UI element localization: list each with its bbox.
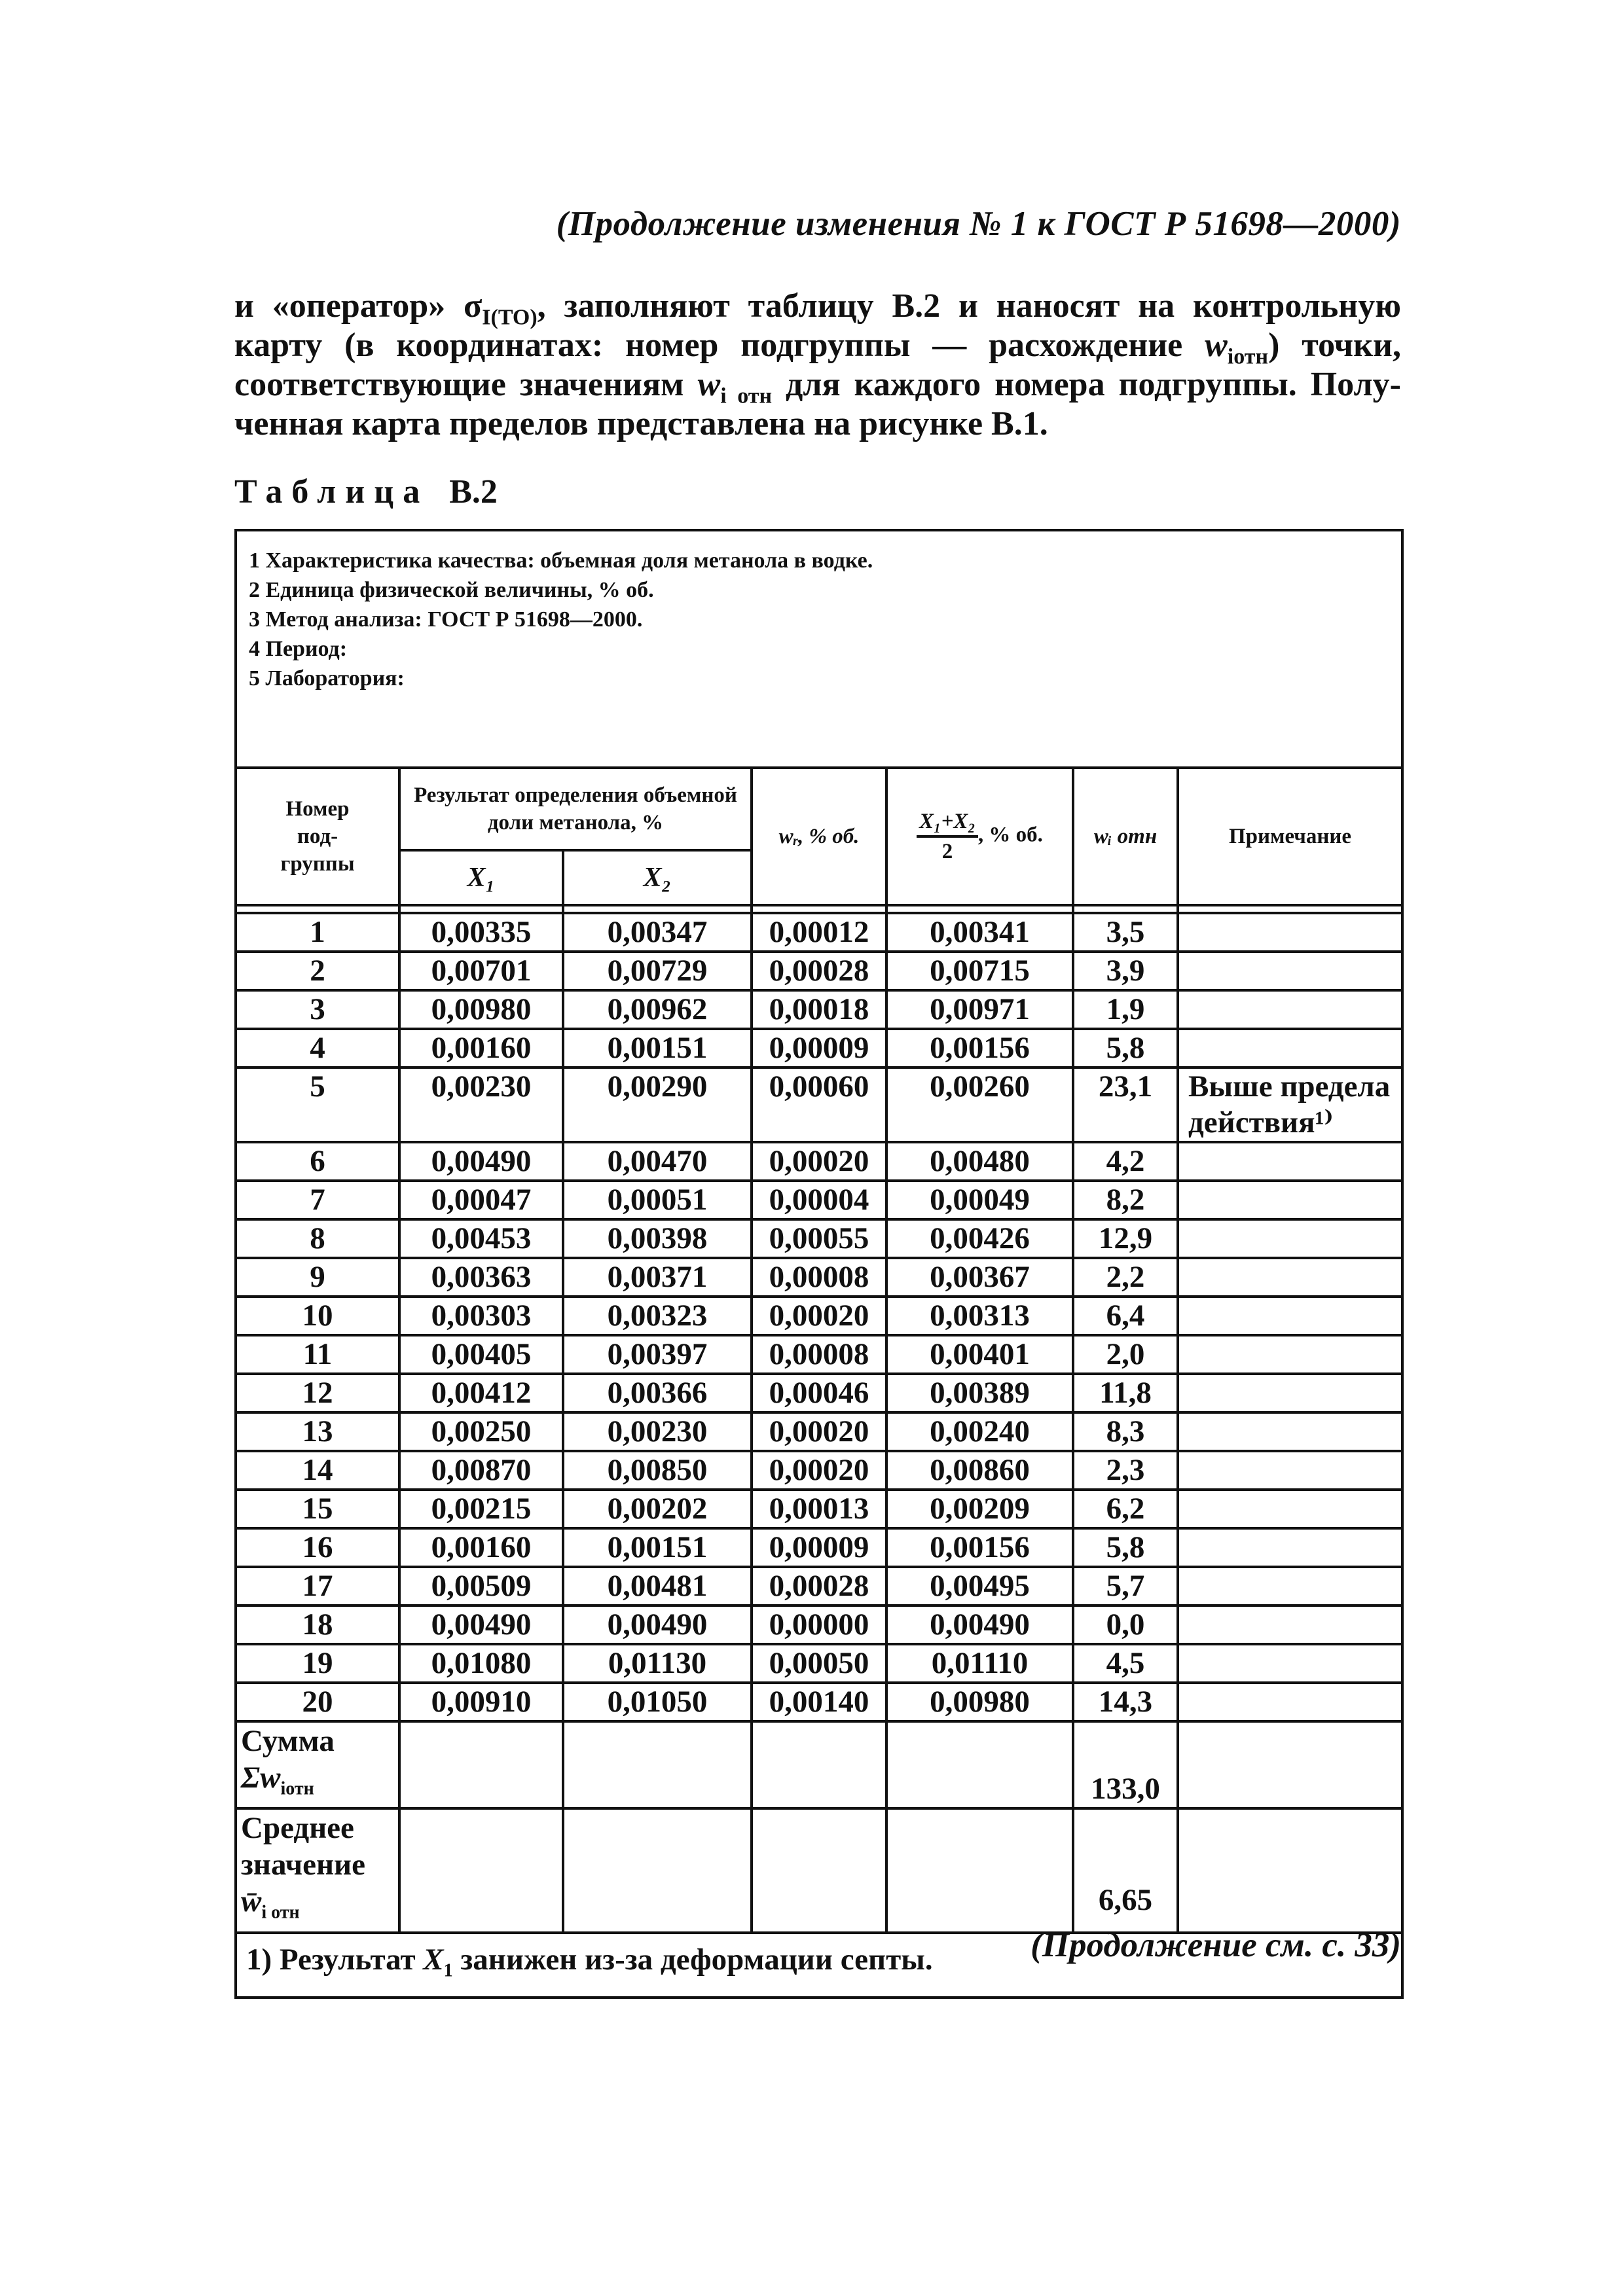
- cell-x2: 0,00962: [563, 990, 752, 1029]
- cell-n: 2: [236, 952, 399, 990]
- cell-wotn: 3,5: [1073, 913, 1178, 952]
- cell-x2: 0,00323: [563, 1297, 752, 1335]
- table-row: [236, 1528, 1402, 1567]
- cell-wotn: 5,7: [1073, 1567, 1178, 1605]
- data-rows: [236, 913, 1402, 1721]
- cell-note: [1178, 1644, 1402, 1683]
- cell-mean: 0,00490: [886, 1605, 1073, 1644]
- meta-line: 2 Единица физической величины, % об.: [249, 578, 654, 602]
- cell-wotn: 4,5: [1073, 1644, 1178, 1683]
- sum-value: 133,0: [1073, 1721, 1178, 1808]
- cell-note: [1178, 1258, 1402, 1297]
- table-row: [236, 913, 1402, 952]
- cell-x1: 0,00980: [399, 990, 563, 1029]
- cell-x1: 0,01080: [399, 1644, 563, 1683]
- table-row: [236, 1181, 1402, 1219]
- cell-note: [1178, 1181, 1402, 1219]
- cell-note: [1178, 1490, 1402, 1528]
- cell-x1: 0,00490: [399, 1142, 563, 1181]
- cell-n: 20: [236, 1683, 399, 1721]
- cell-mean: 0,00156: [886, 1528, 1073, 1567]
- cell-mean: 0,00049: [886, 1181, 1073, 1219]
- meta-line: 1 Характеристика качества: объемная доля метанола в водке.: [249, 548, 873, 573]
- cell-x1: 0,00453: [399, 1219, 563, 1258]
- cell-wr: 0,00020: [752, 1297, 886, 1335]
- cell-note: [1178, 1528, 1402, 1567]
- cell-wr: 0,00012: [752, 913, 886, 952]
- cell-n: 11: [236, 1335, 399, 1374]
- cell-note: [1178, 952, 1402, 990]
- cell-x1: 0,00490: [399, 1605, 563, 1644]
- cell-x2: 0,00151: [563, 1029, 752, 1067]
- cell-wr: 0,00008: [752, 1335, 886, 1374]
- header-mean: $\frac{\text{X₁+X₂}}{2}$ , % об.: [886, 768, 1073, 905]
- cell-note: [1178, 1335, 1402, 1374]
- cell-wr: 0,00055: [752, 1219, 886, 1258]
- cell-wr: 0,00050: [752, 1644, 886, 1683]
- cell-mean: 0,00260: [886, 1067, 1073, 1142]
- cell-x1: 0,00335: [399, 913, 563, 952]
- cell-x1: 0,00160: [399, 1029, 563, 1067]
- table-row: [236, 1490, 1402, 1528]
- cell-x2: 0,01050: [563, 1683, 752, 1721]
- cell-wr: 0,00028: [752, 1567, 886, 1605]
- table-row: [236, 1142, 1402, 1181]
- cell-mean: 0,00341: [886, 913, 1073, 952]
- cell-x1: 0,00910: [399, 1683, 563, 1721]
- table-row: [236, 1412, 1402, 1451]
- table-row: [236, 1067, 1402, 1142]
- cell-wotn: 11,8: [1073, 1374, 1178, 1412]
- cell-mean: 0,00156: [886, 1029, 1073, 1067]
- cell-x2: 0,00290: [563, 1067, 752, 1142]
- cell-mean: 0,00401: [886, 1335, 1073, 1374]
- cell-wr: 0,00020: [752, 1412, 886, 1451]
- cell-n: 16: [236, 1528, 399, 1567]
- table-row: [236, 1644, 1402, 1683]
- cell-x2: 0,00398: [563, 1219, 752, 1258]
- cell-mean: 0,00715: [886, 952, 1073, 990]
- cell-x1: 0,00870: [399, 1451, 563, 1490]
- cell-x1: 0,00363: [399, 1258, 563, 1297]
- cell-note: [1178, 1567, 1402, 1605]
- cell-wotn: 12,9: [1073, 1219, 1178, 1258]
- cell-wotn: 3,9: [1073, 952, 1178, 990]
- cell-x2: 0,00371: [563, 1258, 752, 1297]
- cell-x1: 0,00701: [399, 952, 563, 990]
- cell-note: [1178, 1142, 1402, 1181]
- cell-n: 5: [236, 1067, 399, 1142]
- cell-wr: 0,00004: [752, 1181, 886, 1219]
- cell-x2: 0,00230: [563, 1412, 752, 1451]
- cell-wotn: 6,4: [1073, 1297, 1178, 1335]
- cell-wr: 0,00020: [752, 1451, 886, 1490]
- cell-mean: 0,00240: [886, 1412, 1073, 1451]
- cell-n: 6: [236, 1142, 399, 1181]
- cell-x2: 0,00397: [563, 1335, 752, 1374]
- cell-x2: 0,00051: [563, 1181, 752, 1219]
- cell-x2: 0,00202: [563, 1490, 752, 1528]
- mean-fraction: $\frac{\text{X₁+X₂}}{2}$: [917, 808, 978, 865]
- cell-wr: 0,00060: [752, 1067, 886, 1142]
- table-meta: [236, 530, 1402, 768]
- header-x1: X₁: [399, 850, 563, 905]
- table-row: [236, 1297, 1402, 1335]
- intro-line-1: и «оператор» $\sigma_{I(TO)}$, заполняют таблицу В.2 и наносят на контрольную: [234, 287, 1401, 330]
- intro-line-3: соответствующие значениям $w_{i отн}$ для каждого номера подгруппы. Полу-: [234, 366, 1401, 408]
- cell-mean: 0,00367: [886, 1258, 1073, 1297]
- cell-x2: 0,00470: [563, 1142, 752, 1181]
- meta-line: 4 Период:: [249, 637, 348, 661]
- cell-wr: 0,00046: [752, 1374, 886, 1412]
- cell-note: [1178, 1374, 1402, 1412]
- cell-x1: 0,00160: [399, 1528, 563, 1567]
- cell-mean: 0,00980: [886, 1683, 1073, 1721]
- table-row: [236, 1258, 1402, 1297]
- cell-wotn: 8,3: [1073, 1412, 1178, 1451]
- continuation-footer: (Продолжение см. с. 33): [1030, 1926, 1401, 1964]
- cell-n: 12: [236, 1374, 399, 1412]
- data-table: [234, 529, 1404, 1999]
- meta-line: 3 Метод анализа: ГОСТ Р 51698—2000.: [249, 607, 643, 632]
- cell-x2: 0,00850: [563, 1451, 752, 1490]
- cell-note: Выше предела действия¹⁾: [1178, 1067, 1402, 1142]
- header-group-no: Номер под-группы: [236, 768, 399, 905]
- table-row: [236, 952, 1402, 990]
- cell-n: 14: [236, 1451, 399, 1490]
- cell-mean: 0,00971: [886, 990, 1073, 1029]
- cell-wotn: 0,0: [1073, 1605, 1178, 1644]
- header-note: Примечание: [1178, 768, 1402, 905]
- cell-x1: 0,00412: [399, 1374, 563, 1412]
- cell-note: [1178, 1451, 1402, 1490]
- table-row: [236, 1374, 1402, 1412]
- mean-label: Среднее значение $w̄_{i отн}$: [236, 1808, 399, 1932]
- cell-wotn: 5,8: [1073, 1029, 1178, 1067]
- header-wr: wᵣ, % об.: [752, 768, 886, 905]
- cell-n: 19: [236, 1644, 399, 1683]
- cell-x1: 0,00405: [399, 1335, 563, 1374]
- table-row: [236, 1029, 1402, 1067]
- cell-wotn: 23,1: [1073, 1067, 1178, 1142]
- cell-n: 1: [236, 913, 399, 952]
- cell-wotn: 1,9: [1073, 990, 1178, 1029]
- cell-note: [1178, 990, 1402, 1029]
- cell-n: 4: [236, 1029, 399, 1067]
- intro-line-2: карту (в координатах: номер подгруппы — расхождение $w_{iотн}$) точки,: [234, 327, 1401, 369]
- cell-wotn: 6,2: [1073, 1490, 1178, 1528]
- cell-x1: 0,00047: [399, 1181, 563, 1219]
- cell-wr: 0,00028: [752, 952, 886, 990]
- cell-mean: 0,00495: [886, 1567, 1073, 1605]
- cell-n: 7: [236, 1181, 399, 1219]
- cell-x1: 0,00230: [399, 1067, 563, 1142]
- cell-x2: 0,00366: [563, 1374, 752, 1412]
- table-row: [236, 1451, 1402, 1490]
- table-row: [236, 1219, 1402, 1258]
- cell-n: 8: [236, 1219, 399, 1258]
- meta-line: 5 Лаборатория:: [249, 666, 405, 691]
- cell-n: 17: [236, 1567, 399, 1605]
- cell-n: 18: [236, 1605, 399, 1644]
- cell-mean: 0,00480: [886, 1142, 1073, 1181]
- cell-x1: 0,00509: [399, 1567, 563, 1605]
- cell-wotn: 2,3: [1073, 1451, 1178, 1490]
- cell-note: [1178, 1683, 1402, 1721]
- cell-wr: 0,00009: [752, 1528, 886, 1567]
- cell-n: 9: [236, 1258, 399, 1297]
- header-x2: X₂: [563, 850, 752, 905]
- cell-n: 10: [236, 1297, 399, 1335]
- table-row: [236, 990, 1402, 1029]
- cell-note: [1178, 1029, 1402, 1067]
- table-caption: Таблица В.2: [234, 473, 498, 511]
- table-row: [236, 1605, 1402, 1644]
- cell-wr: 0,00020: [752, 1142, 886, 1181]
- table-row: [236, 1683, 1402, 1721]
- cell-wr: 0,00140: [752, 1683, 886, 1721]
- cell-wr: 0,00013: [752, 1490, 886, 1528]
- cell-x1: 0,00303: [399, 1297, 563, 1335]
- cell-mean: 0,01110: [886, 1644, 1073, 1683]
- mean-value: 6,65: [1073, 1808, 1178, 1932]
- table-row: [236, 1335, 1402, 1374]
- cell-x2: 0,00347: [563, 913, 752, 952]
- sum-label: Сумма $\Sigma w_{iотн}$: [236, 1721, 399, 1808]
- cell-wotn: 2,0: [1073, 1335, 1178, 1374]
- continuation-header: (Продолжение изменения № 1 к ГОСТ Р 51698—2000): [556, 205, 1401, 243]
- cell-note: [1178, 1297, 1402, 1335]
- cell-mean: 0,00389: [886, 1374, 1073, 1412]
- cell-n: 3: [236, 990, 399, 1029]
- cell-x2: 0,00490: [563, 1605, 752, 1644]
- cell-note: [1178, 1219, 1402, 1258]
- cell-n: 13: [236, 1412, 399, 1451]
- cell-note: [1178, 913, 1402, 952]
- cell-x1: 0,00215: [399, 1490, 563, 1528]
- table-footnote: 1) Результат $X_1$ занижен из-за деформации септы.: [236, 1933, 1402, 1998]
- intro-paragraph: [234, 287, 1401, 444]
- header-wotn: wᵢ отн: [1073, 768, 1178, 905]
- cell-wr: 0,00009: [752, 1029, 886, 1067]
- cell-wr: 0,00000: [752, 1605, 886, 1644]
- cell-note: [1178, 1412, 1402, 1451]
- cell-x2: 0,00481: [563, 1567, 752, 1605]
- cell-mean: 0,00313: [886, 1297, 1073, 1335]
- cell-x2: 0,01130: [563, 1644, 752, 1683]
- cell-mean: 0,00860: [886, 1451, 1073, 1490]
- intro-line-4: ченная карта пределов представлена на рисунке В.1.: [234, 405, 1048, 442]
- cell-wotn: 4,2: [1073, 1142, 1178, 1181]
- cell-wotn: 5,8: [1073, 1528, 1178, 1567]
- cell-wr: 0,00018: [752, 990, 886, 1029]
- cell-wr: 0,00008: [752, 1258, 886, 1297]
- cell-x1: 0,00250: [399, 1412, 563, 1451]
- cell-mean: 0,00209: [886, 1490, 1073, 1528]
- cell-wotn: 2,2: [1073, 1258, 1178, 1297]
- table-row: [236, 1567, 1402, 1605]
- cell-wotn: 14,3: [1073, 1683, 1178, 1721]
- header-result: Результат определения объемной доли метанола, %: [399, 768, 752, 850]
- cell-n: 15: [236, 1490, 399, 1528]
- cell-wotn: 8,2: [1073, 1181, 1178, 1219]
- cell-x2: 0,00729: [563, 952, 752, 990]
- cell-mean: 0,00426: [886, 1219, 1073, 1258]
- cell-note: [1178, 1605, 1402, 1644]
- cell-x2: 0,00151: [563, 1528, 752, 1567]
